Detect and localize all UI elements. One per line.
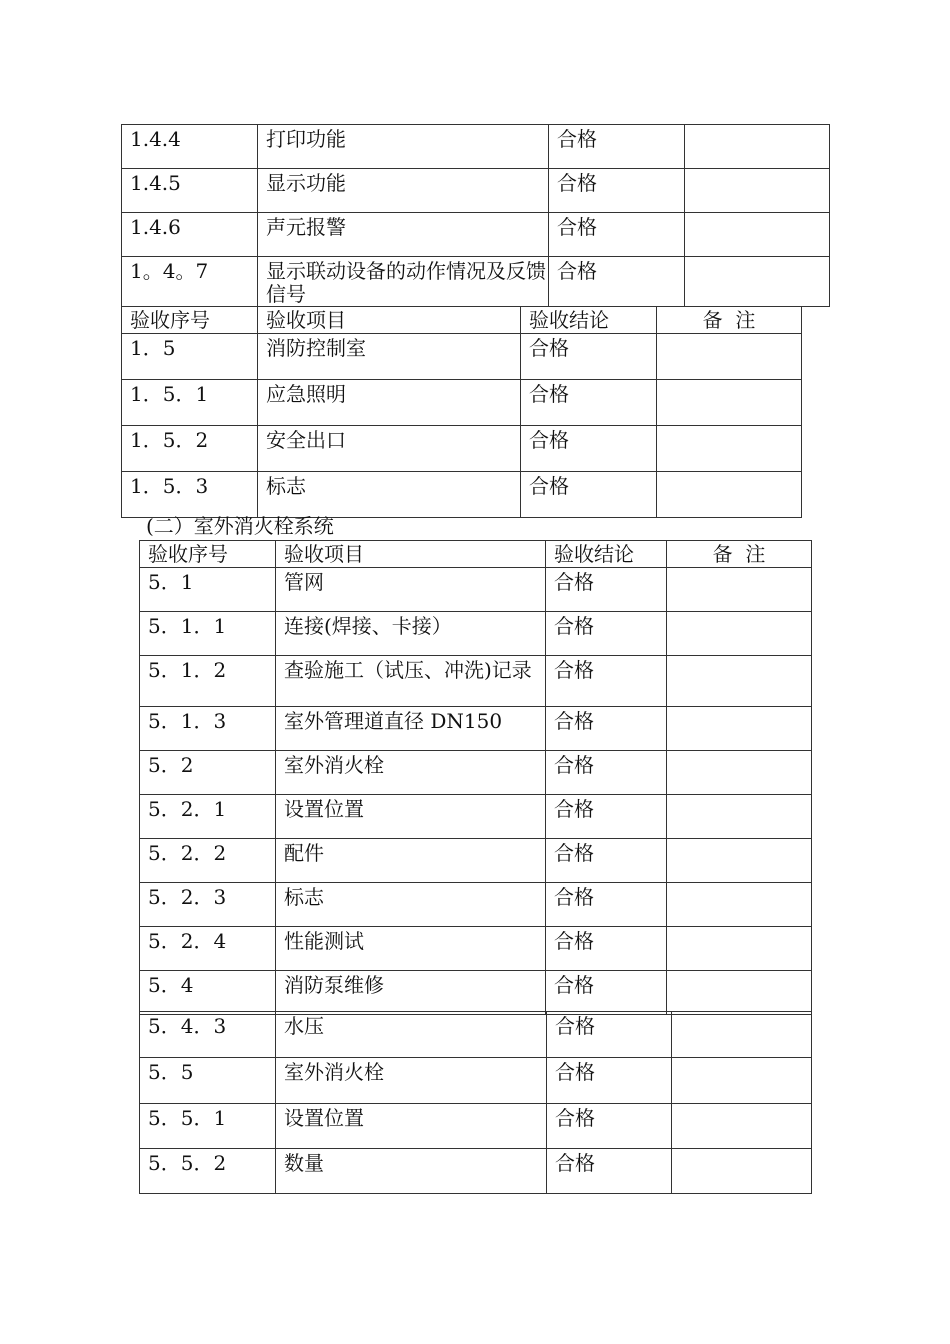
- item-result: 合格: [549, 169, 685, 213]
- item-number: 1．5: [122, 334, 258, 380]
- item-name: 标志: [258, 472, 521, 518]
- item-result: 合格: [521, 334, 657, 380]
- item-result: 合格: [549, 125, 685, 169]
- item-number: 1.4.6: [122, 213, 258, 257]
- header-item: 验收项目: [258, 307, 521, 334]
- item-note: [667, 568, 812, 612]
- item-name: 室外消火栓: [276, 1058, 547, 1104]
- item-result: 合格: [546, 568, 667, 612]
- header-number: 验收序号: [122, 307, 258, 334]
- item-number: 5．5: [140, 1058, 276, 1104]
- section-title: (二）室外消火栓系统: [146, 514, 334, 538]
- item-result: 合格: [546, 707, 667, 751]
- item-name: 显示联动设备的动作情况及反馈信号: [258, 257, 549, 307]
- item-note: [667, 707, 812, 751]
- item-name: 设置位置: [276, 1104, 547, 1149]
- table-row: [140, 751, 812, 795]
- item-name: 管网: [276, 568, 546, 612]
- item-name: 配件: [276, 839, 546, 883]
- header-result: 验收结论: [521, 307, 657, 334]
- item-number: 5．4．3: [140, 1012, 276, 1058]
- item-note: [667, 927, 812, 971]
- table-row: [140, 971, 812, 1015]
- item-note: [685, 257, 830, 307]
- item-result: 合格: [547, 1104, 672, 1149]
- item-note: [657, 380, 802, 426]
- item-result: 合格: [549, 257, 685, 307]
- item-name: 查验施工（试压、冲洗)记录: [276, 656, 546, 707]
- item-name: 设置位置: [276, 795, 546, 839]
- item-number: 1．5．1: [122, 380, 258, 426]
- item-note: [685, 169, 830, 213]
- item-number: 1．5．3: [122, 472, 258, 518]
- item-name: 打印功能: [258, 125, 549, 169]
- item-name: 连接(焊接、卡接）: [276, 612, 546, 656]
- item-number: 5．2．1: [140, 795, 276, 839]
- item-note: [657, 426, 802, 472]
- item-note: [667, 656, 812, 707]
- item-result: 合格: [546, 971, 667, 1015]
- table-row: [140, 707, 812, 751]
- item-number: 5．1．1: [140, 612, 276, 656]
- table-row: [140, 1104, 812, 1149]
- item-result: 合格: [549, 213, 685, 257]
- item-name: 性能测试: [276, 927, 546, 971]
- item-result: 合格: [521, 380, 657, 426]
- header-result: 验收结论: [546, 541, 667, 568]
- item-number: 5．2: [140, 751, 276, 795]
- table-row: [140, 1012, 812, 1058]
- item-note: [667, 971, 812, 1015]
- acceptance-table-2: [121, 306, 802, 518]
- item-number: 5．4: [140, 971, 276, 1015]
- item-note: [657, 334, 802, 380]
- item-number: 1.4.4: [122, 125, 258, 169]
- table-row: [140, 568, 812, 612]
- item-note: [667, 839, 812, 883]
- table-row: [122, 169, 830, 213]
- item-number: 1。4。7: [122, 257, 258, 307]
- table-row: [122, 334, 802, 380]
- item-note: [657, 472, 802, 518]
- item-result: 合格: [546, 612, 667, 656]
- item-result: 合格: [547, 1149, 672, 1194]
- table-header-row: [122, 307, 802, 334]
- item-result: 合格: [521, 472, 657, 518]
- item-name: 显示功能: [258, 169, 549, 213]
- item-name: 声元报警: [258, 213, 549, 257]
- item-note: [672, 1149, 812, 1194]
- item-result: 合格: [547, 1012, 672, 1058]
- item-note: [672, 1058, 812, 1104]
- item-name: 消防控制室: [258, 334, 521, 380]
- item-name: 应急照明: [258, 380, 521, 426]
- table-row: [122, 213, 830, 257]
- item-number: 5．2．2: [140, 839, 276, 883]
- item-result: 合格: [546, 927, 667, 971]
- table-row: [122, 426, 802, 472]
- table-row: [140, 612, 812, 656]
- header-number: 验收序号: [140, 541, 276, 568]
- item-name: 室外管理道直径 DN150: [276, 707, 546, 751]
- item-name: 数量: [276, 1149, 547, 1194]
- item-number: 5．5．2: [140, 1149, 276, 1194]
- item-result: 合格: [546, 656, 667, 707]
- item-name: 安全出口: [258, 426, 521, 472]
- table-row: [122, 125, 830, 169]
- item-note: [672, 1012, 812, 1058]
- item-note: [667, 612, 812, 656]
- header-note: 备 注: [667, 541, 812, 568]
- item-number: 5．5．1: [140, 1104, 276, 1149]
- acceptance-table-1: [121, 124, 830, 307]
- table-header-row: [140, 541, 812, 568]
- table-row: [122, 380, 802, 426]
- item-name: 标志: [276, 883, 546, 927]
- table-row: [140, 1149, 812, 1194]
- table-row: [140, 927, 812, 971]
- item-result: 合格: [546, 795, 667, 839]
- item-note: [667, 751, 812, 795]
- item-number: 5．1．2: [140, 656, 276, 707]
- acceptance-table-3: [139, 540, 812, 1015]
- item-result: 合格: [546, 839, 667, 883]
- item-note: [667, 795, 812, 839]
- item-name: 室外消火栓: [276, 751, 546, 795]
- item-number: 5．2．4: [140, 927, 276, 971]
- table-row: [140, 883, 812, 927]
- header-item: 验收项目: [276, 541, 546, 568]
- table-row: [122, 472, 802, 518]
- item-number: 5．2．3: [140, 883, 276, 927]
- item-result: 合格: [546, 883, 667, 927]
- table-row: [140, 839, 812, 883]
- table-row: [140, 1058, 812, 1104]
- acceptance-table-4: [139, 1011, 812, 1194]
- item-note: [685, 213, 830, 257]
- table-row: [140, 795, 812, 839]
- item-name: 水压: [276, 1012, 547, 1058]
- item-number: 5．1: [140, 568, 276, 612]
- item-number: 1.4.5: [122, 169, 258, 213]
- item-result: 合格: [546, 751, 667, 795]
- table-row: [122, 257, 830, 307]
- item-note: [672, 1104, 812, 1149]
- table-row: [140, 656, 812, 707]
- item-number: 5．1．3: [140, 707, 276, 751]
- item-number: 1．5．2: [122, 426, 258, 472]
- item-name: 消防泵维修: [276, 971, 546, 1015]
- item-result: 合格: [547, 1058, 672, 1104]
- header-note: 备 注: [657, 307, 802, 334]
- item-result: 合格: [521, 426, 657, 472]
- item-note: [685, 125, 830, 169]
- item-note: [667, 883, 812, 927]
